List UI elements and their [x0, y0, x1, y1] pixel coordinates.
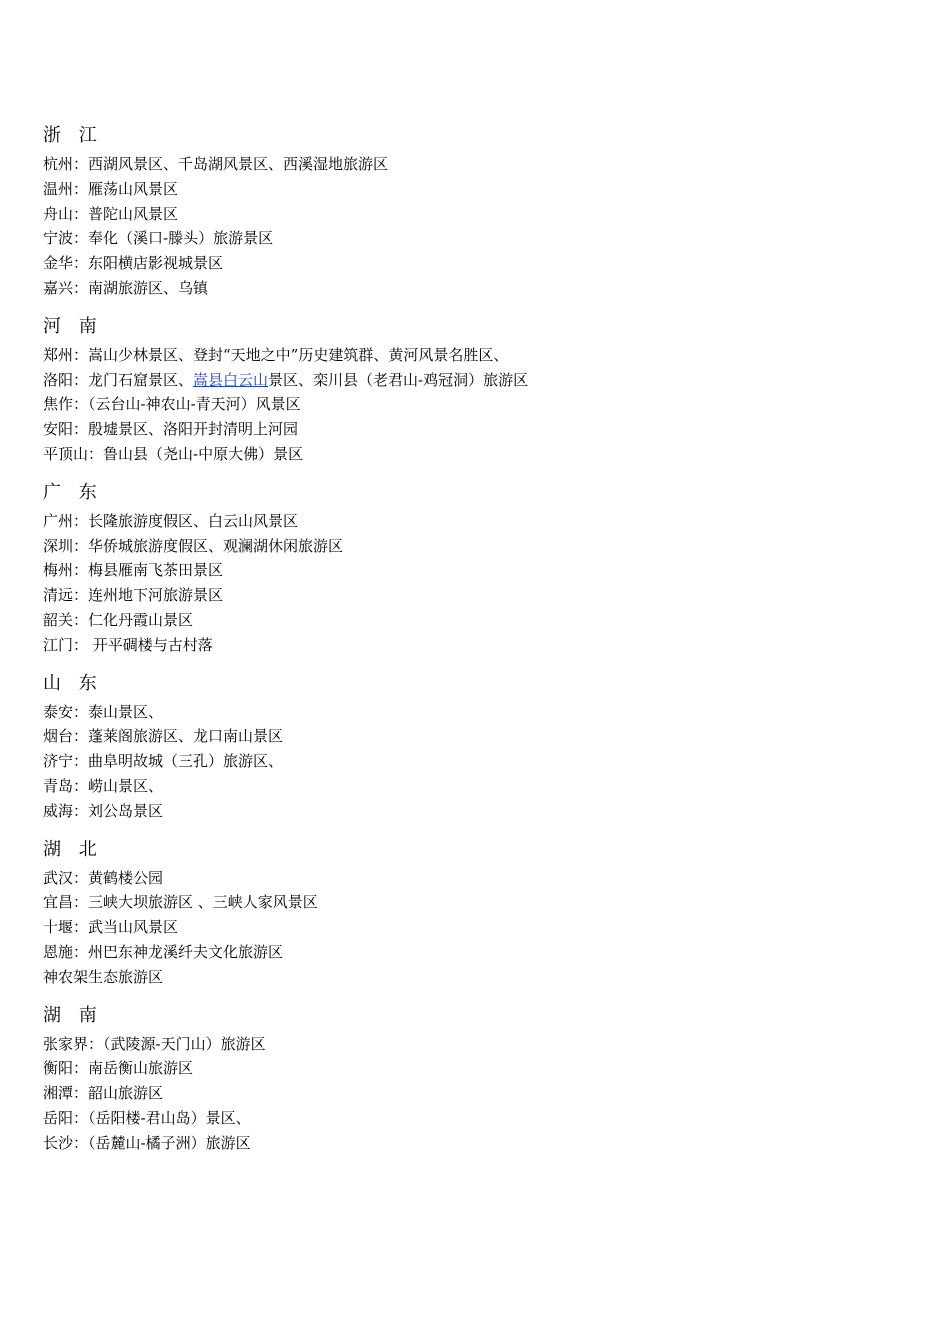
list-item-text: 洛阳：龙门石窟景区、 [43, 370, 194, 389]
list-item: 宁波：奉化（溪口-滕头）旅游景区 [43, 229, 274, 248]
list-item: 张家界：（武陵源-天门山）旅游区 [43, 1034, 266, 1053]
section-heading: 山 东 [43, 672, 103, 694]
list-item: 清远：连州地下河旅游景区 [43, 586, 224, 605]
list-item: 广州：长隆旅游度假区、白云山风景区 [43, 511, 299, 530]
list-item: 威海：刘公岛景区 [43, 801, 164, 820]
list-item-text: 景区、栾川县（老君山-鸡冠洞）旅游区 [268, 370, 529, 389]
section-hunan [43, 1002, 923, 1156]
list-item: 焦作：（云台山-神农山-青天河）风景区 [43, 395, 301, 414]
section-heading: 湖 南 [43, 1004, 103, 1026]
section-henan [43, 313, 923, 467]
list-item: 平顶山：鲁山县（尧山-中原大佛）景区 [43, 444, 304, 463]
document-body [43, 122, 923, 1168]
list-item: 深圳：华侨城旅游度假区、观澜湖休闲旅游区 [43, 536, 344, 555]
section-heading: 浙 江 [43, 125, 103, 146]
list-item: 安阳：殷墟景区、洛阳开封清明上河园 [43, 420, 299, 439]
list-item: 杭州：西湖风景区、千岛湖风景区、西溪湿地旅游区 [43, 155, 389, 173]
list-item: 湘潭：韶山旅游区 [43, 1084, 164, 1103]
section-heading: 湖 北 [43, 838, 103, 860]
list-item: 烟台：蓬莱阁旅游区、龙口南山景区 [43, 727, 284, 746]
section-guangdong [43, 479, 923, 658]
list-item: 温州：雁荡山风景区 [43, 179, 179, 198]
list-item: 衡阳：南岳衡山旅游区 [43, 1059, 194, 1078]
list-item: 舟山：普陀山风景区 [43, 204, 179, 223]
list-item: 武汉：黄鹤楼公园 [43, 868, 164, 887]
list-item: 梅州：梅县雁南飞茶田景区 [43, 561, 224, 580]
list-item: 神农架生态旅游区 [43, 967, 164, 986]
baiyunshan-link[interactable]: 嵩县白云山 [193, 370, 269, 389]
list-item: 十堰：武当山风景区 [43, 918, 179, 937]
list-item: 岳阳：（岳阳楼-君山岛）景区、 [43, 1108, 251, 1127]
section-heading: 河 南 [43, 315, 103, 337]
list-item: 恩施：州巴东神龙溪纤夫文化旅游区 [43, 942, 284, 961]
list-item [43, 368, 923, 393]
section-hubei [43, 836, 923, 990]
list-item: 泰安：泰山景区、 [43, 702, 164, 721]
list-item: 金华：东阳横店影视城景区 [43, 254, 224, 273]
list-item: 宜昌：三峡大坝旅游区 、三峡人家风景区 [43, 893, 318, 912]
section-shandong [43, 670, 923, 824]
list-item: 郑州：嵩山少林景区、登封“天地之中”历史建筑群、黄河风景名胜区、 [43, 345, 509, 364]
list-item: 韶关：仁化丹霞山景区 [43, 610, 194, 629]
section-zhejiang [43, 122, 923, 301]
list-item: 江门： 开平碉楼与古村落 [43, 635, 213, 654]
list-item: 长沙：（岳麓山-橘子洲）旅游区 [43, 1133, 251, 1152]
list-item: 嘉兴：南湖旅游区、乌镇 [43, 278, 209, 297]
list-item: 青岛：崂山景区、 [43, 776, 164, 795]
section-heading: 广 东 [43, 481, 103, 503]
list-item: 济宁：曲阜明故城（三孔）旅游区、 [43, 752, 284, 771]
